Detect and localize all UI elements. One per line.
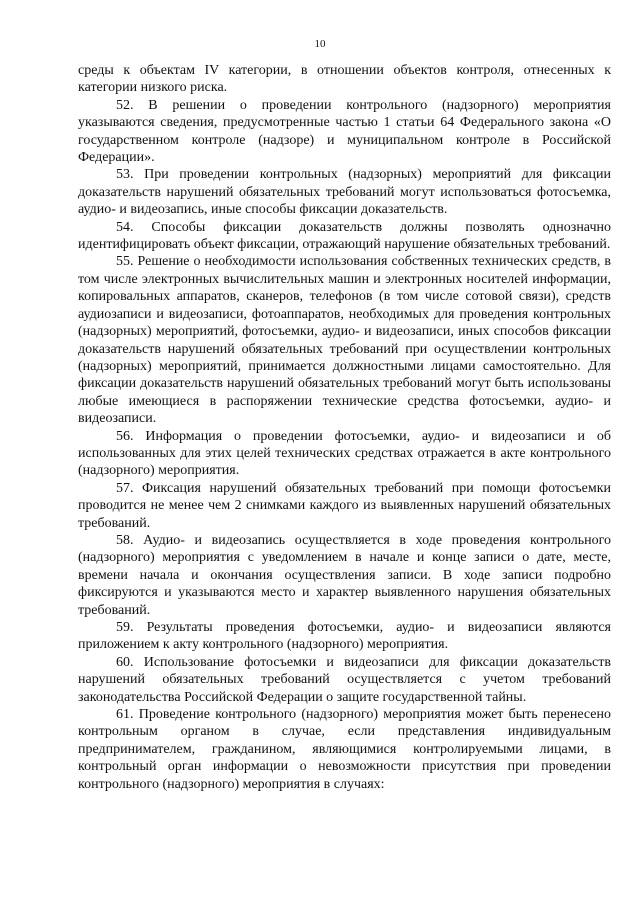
document-body <box>78 62 611 793</box>
paragraph-58: 58. Аудио- и видеозапись осуществляется в ходе проведения контрольного (надзорного) мероприятия с уведомлением в начале и конце записи о дате, месте, времени начала и окончания осуществления записи. В ходе записи подробно фиксируются и указываются место и характер выявленного нарушения обязательных требований. <box>78 532 611 618</box>
paragraph-continuation: среды к объектам IV категории, в отношении объектов контроля, отнесенных к категории низкого риска. <box>78 63 611 96</box>
paragraph-54: 54. Способы фиксации доказательств должны позволять однозначно идентифицировать объект фиксации, отражающий нарушение обязательных требований. <box>78 219 611 253</box>
paragraph-57: 57. Фиксация нарушений обязательных требований при помощи фотосъемки проводится не менее чем 2 снимками каждого из выявленных нарушений обязательных требований. <box>78 480 611 531</box>
paragraph-55: 55. Решение о необходимости использования собственных технических средств, в том числе электронных вычислительных машин и электронных носителей информации, копировальных аппаратов, сканеров, телефонов (в том числе сотовой связи), средств аудиозаписи и видеозаписи, фотоаппаратов, необходимых для проведения контрольных (надзорных) мероприятий, фотосъемки, аудио- и видеозаписи, иных способов фиксации доказательств нарушений обязательных требований при осуществлении контрольных (надзорных) мероприятий, принимается должностными лицами самостоятельно. Для фиксации доказательств нарушений обязательных требований могут быть использованы любые имеющиеся в распоряжении технические средства фотосъемки, аудио- и видеозаписи. <box>78 254 611 427</box>
paragraph-53: 53. При проведении контрольных (надзорных) мероприятий для фиксации доказательств нарушений обязательных требований могут использоваться фотосъемка, аудио- и видеозапись, иные способы фиксации доказательств. <box>78 167 611 218</box>
page-number: 10 <box>314 38 326 50</box>
paragraph-59: 59. Результаты проведения фотосъемки, аудио- и видеозаписи являются приложением к акту контрольного (надзорного) мероприятия. <box>78 620 611 653</box>
paragraph-56: 56. Информация о проведении фотосъемки, аудио- и видеозаписи и об использованных для этих целей технических средствах отражается в акте контрольного (надзорного) мероприятия. <box>78 428 611 479</box>
paragraph-61: 61. Проведение контрольного (надзорного) мероприятия может быть перенесено контрольным органом в случае, если представления индивидуальным предпринимателем, гражданином, являющимися контролируемыми лицами, в контрольный орган информации о невозможности присутствия при проведении контрольного (надзорного) мероприятия в случаях: <box>78 707 611 792</box>
paragraph-60: 60. Использование фотосъемки и видеозаписи для фиксации доказательств нарушений обязательных требований осуществляется с учетом требований законодательства Российской Федерации о защите государственной тайны. <box>78 654 611 705</box>
paragraph-52: 52. В решении о проведении контрольного (надзорного) мероприятия указываются сведения, предусмотренные частью 1 статьи 64 Федерального закона «О государственном контроле (надзоре) и муниципальном контроле в Российской Федерации». <box>78 97 611 166</box>
